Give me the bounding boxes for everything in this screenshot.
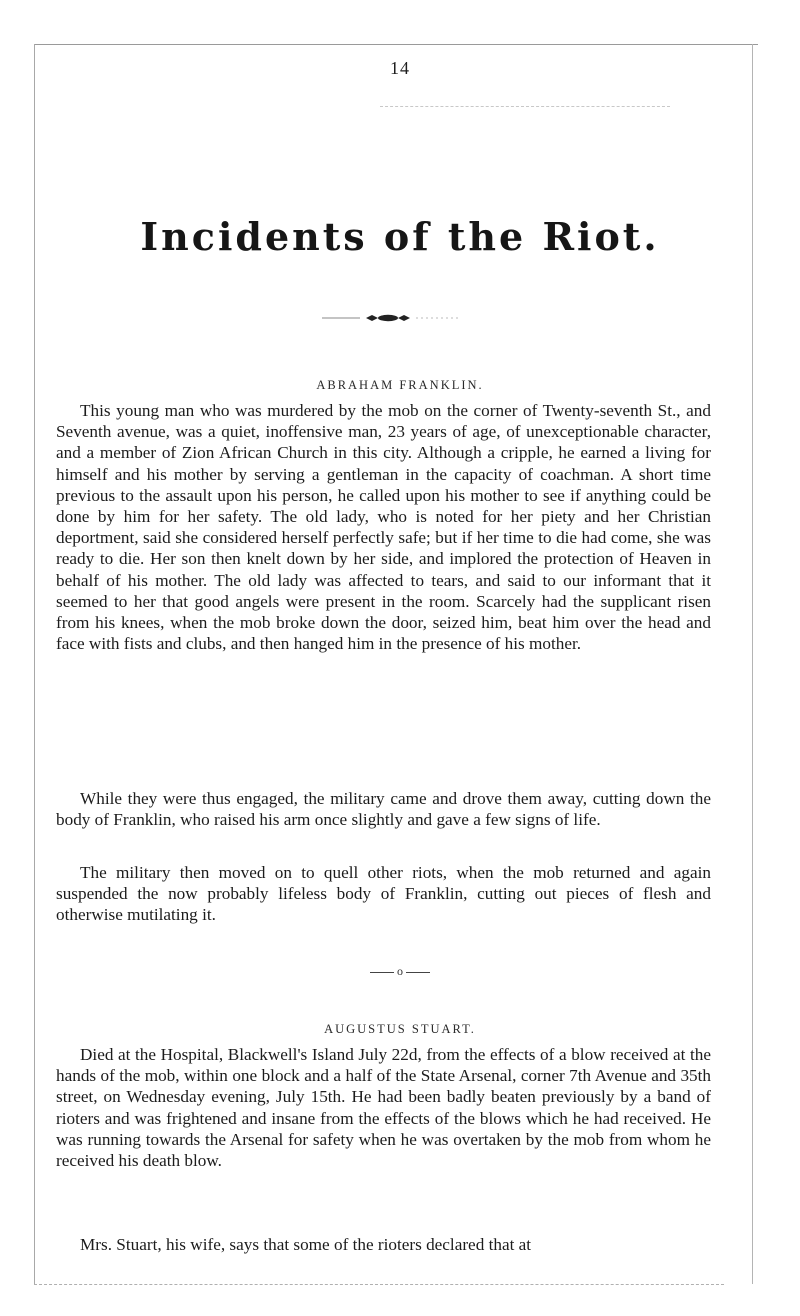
separator-mark: o bbox=[397, 964, 403, 978]
section-separator bbox=[0, 964, 800, 979]
page-border-top bbox=[34, 44, 758, 45]
page-number: 14 bbox=[390, 58, 410, 78]
header-rule bbox=[380, 106, 670, 107]
page-border-bottom bbox=[34, 1284, 724, 1285]
section-heading-franklin: ABRAHAM FRANKLIN. bbox=[316, 378, 484, 392]
page-title: Incidents of the Riot. bbox=[140, 214, 660, 259]
paragraph: This young man who was murdered by the mob on the corner of Twenty-seventh St., and Seventh avenue, was a quiet, inoffensive man, 23 years of age, of unexceptionable character, and a member of Zion African Church in this city. Although a cripple, he earned a living for himself and his mother by serving a gentleman in the capacity of coachman. A short time previous to the assault upon his person, he called upon his mother to see if anything could be done by him for her safety. The old lady, who is noted for her piety and her Christian deportment, said she considered herself perfectly safe; but if her time to die had come, she was ready to die. Her son then knelt down by her side, and implored the protection of Heaven in behalf of his mother. The old lady was affected to tears, and said to our informant that it seemed to her that good angels were present in the room. Scarcely had the supplicant risen from his knees, when the mob broke down the door, seized him, beat him over the head and face with fists and clubs, and then hanged him in the presence of his mother. bbox=[56, 401, 711, 654]
title-ornament bbox=[320, 310, 460, 326]
paragraph: Mrs. Stuart, his wife, says that some of the rioters declared that at bbox=[80, 1235, 532, 1254]
paragraph: Died at the Hospital, Blackwell's Island July 22d, from the effects of a blow received at the hands of the mob, within one block and a half of the State Arsenal, corner 7th Avenue and 35th street, on Wednesday evening, July 15th. He had been badly beaten previously by a band of rioters and was frightened and insane from the effects of the blows which he had received. He was running towards the Arsenal for safety when he was overtaken by the mob from whom he received his death blow. bbox=[56, 1045, 711, 1171]
section-heading-stuart: AUGUSTUS STUART. bbox=[324, 1022, 476, 1036]
paragraph: The military then moved on to quell other riots, when the mob returned and again suspended the now probably lifeless body of Franklin, cutting out pieces of flesh and otherwise mutilating it. bbox=[56, 863, 711, 925]
paragraph: While they were thus engaged, the military came and drove them away, cutting down the body of Franklin, who raised his arm once slightly and gave a few signs of life. bbox=[56, 789, 711, 830]
